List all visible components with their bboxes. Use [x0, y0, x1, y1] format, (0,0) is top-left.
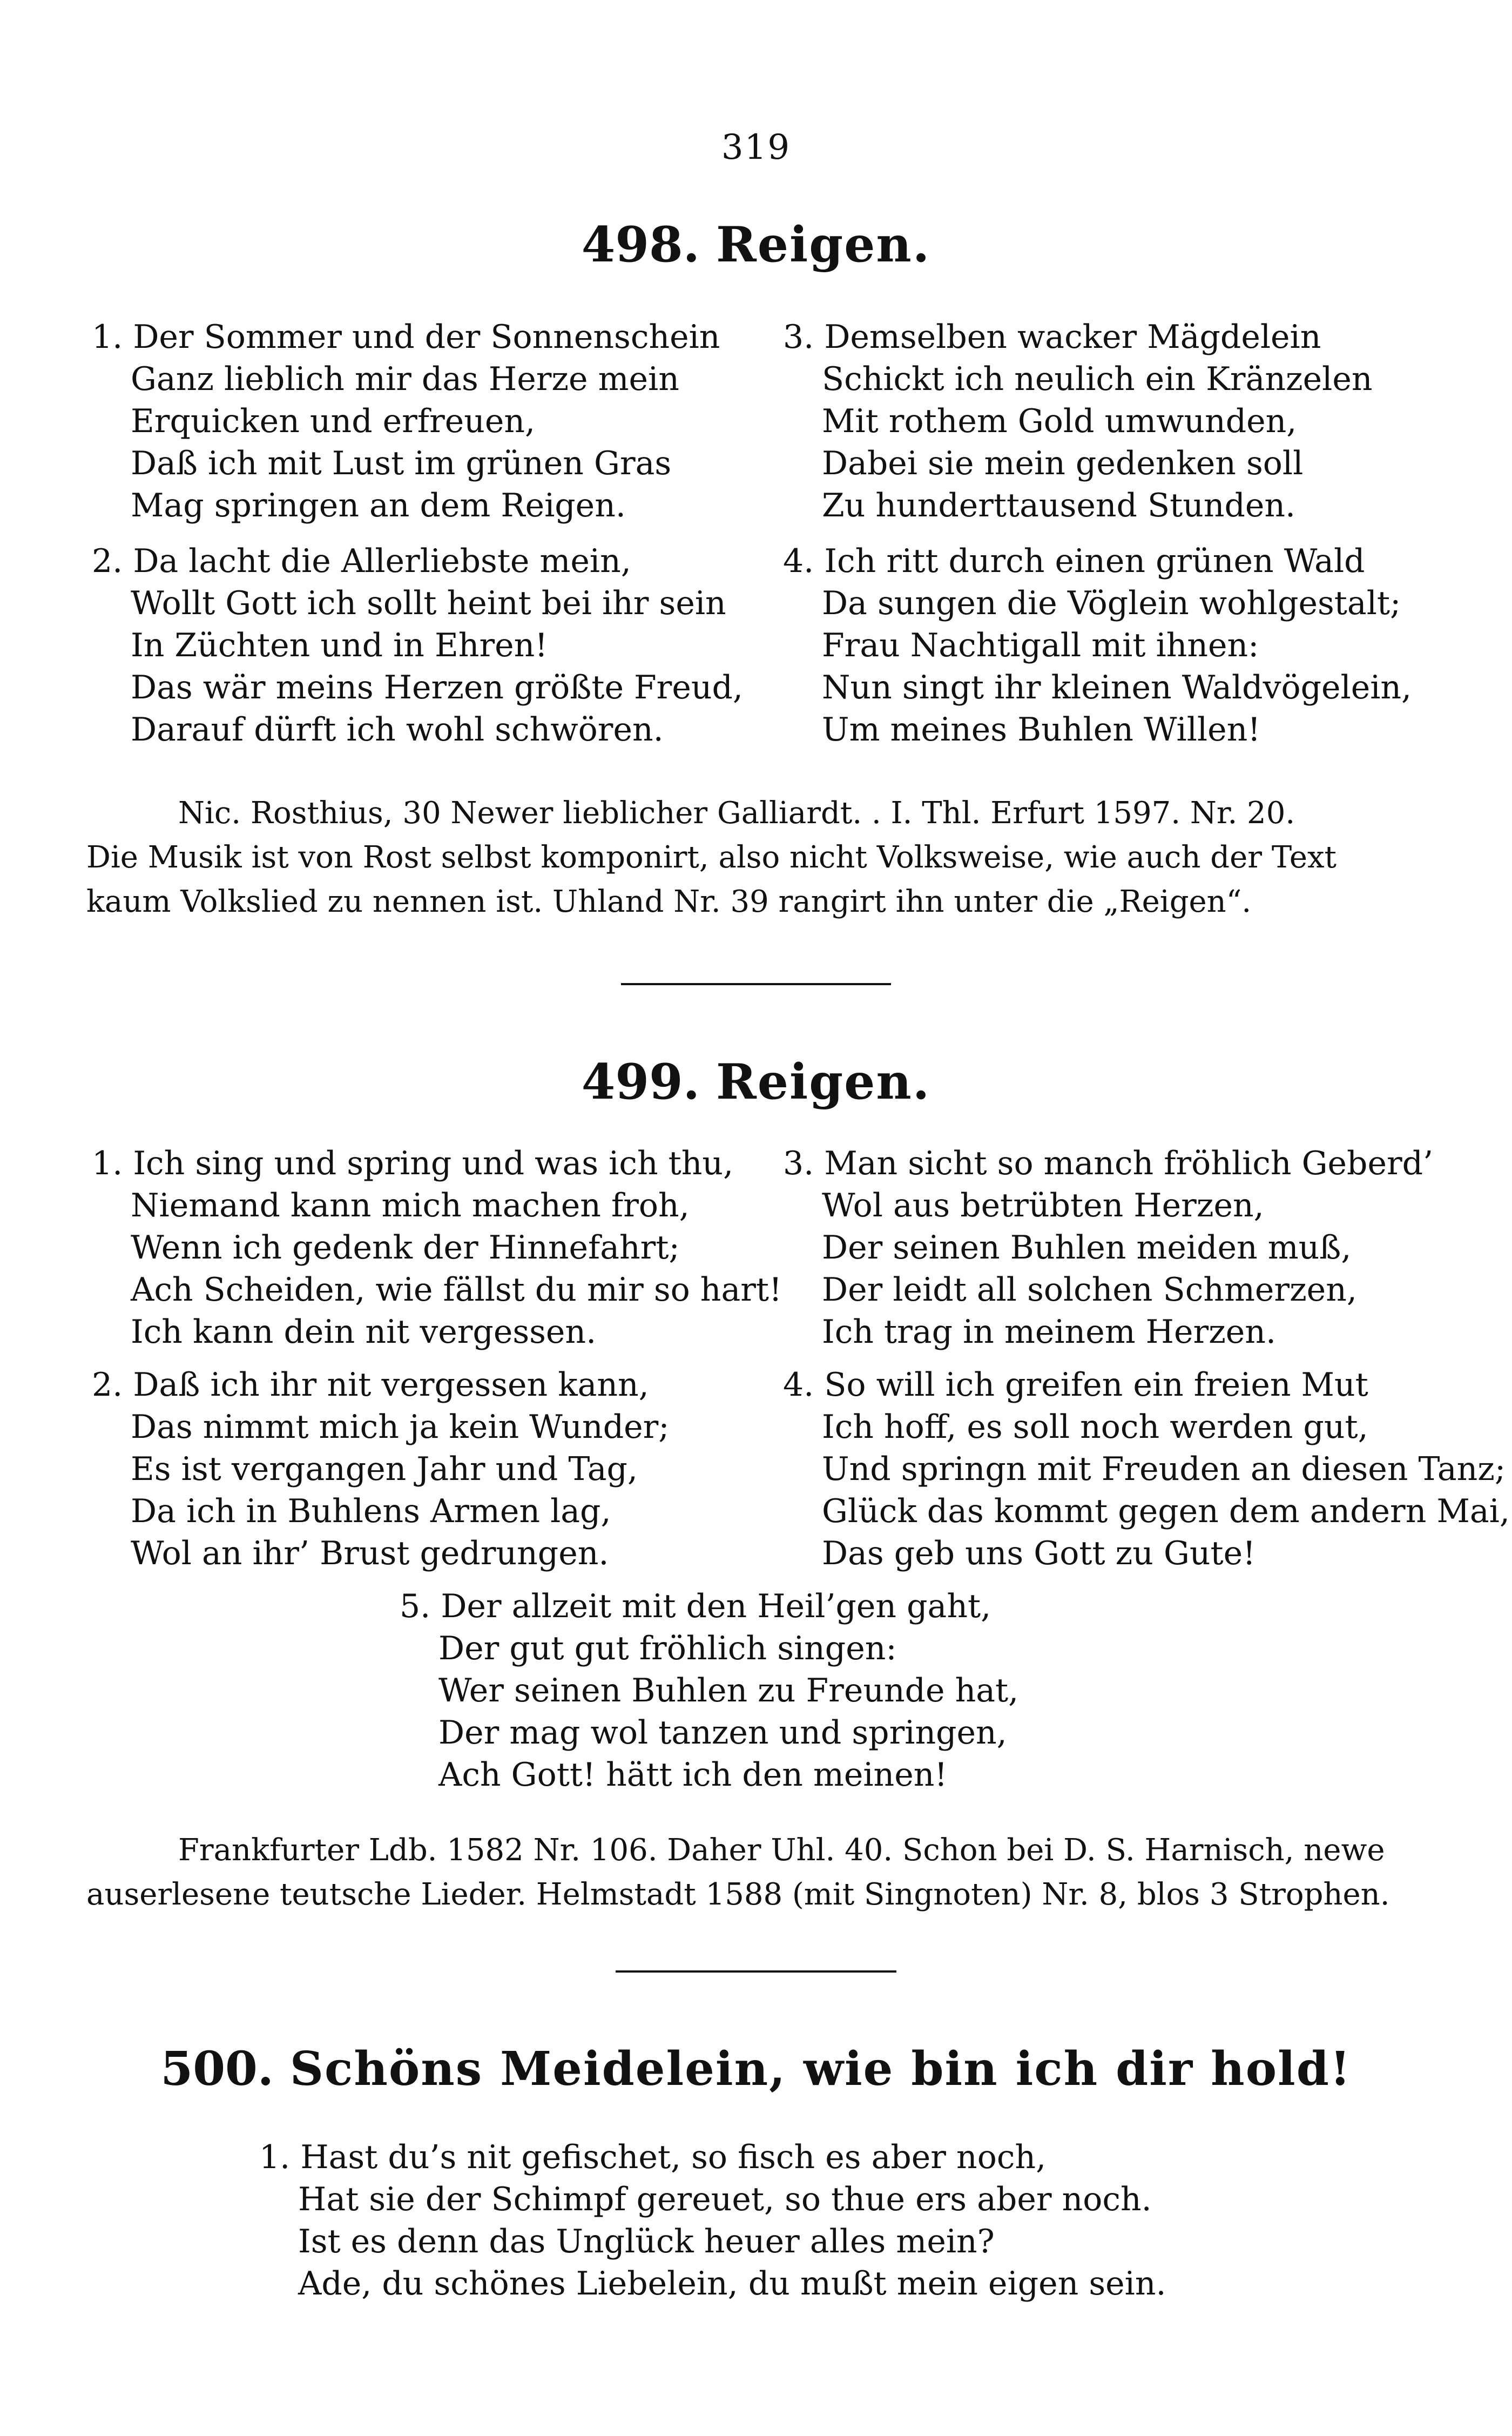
source-note-line: Die Musik ist von Rost selbst komponirt, also nicht Volksweise, wie auch der Text	[86, 840, 1337, 875]
verse-line: Der mag wol tanzen und springen,	[438, 1714, 1007, 1752]
verse-line: Wenn ich gedenk der Hinnefahrt;	[131, 1229, 680, 1267]
verse-line: Der seinen Buhlen meiden muß,	[822, 1229, 1352, 1267]
song-title: Reigen.	[716, 1053, 931, 1111]
verse-line: 3. Man sicht so manch fröhlich Geberd’	[783, 1145, 1434, 1182]
stanza	[92, 1364, 670, 1574]
verse-line: Schickt ich neulich ein Kränzelen	[822, 360, 1373, 398]
verse-line: Ach Gott! hätt ich den meinen!	[438, 1756, 948, 1794]
verse-line: Um meines Buhlen Willen!	[822, 711, 1261, 749]
verse-line: Ich hoff, es soll noch werden gut,	[822, 1408, 1368, 1446]
verse-line: 3. Demselben wacker Mägdelein	[783, 318, 1321, 356]
verse-line: Das wär meins Herzen größte Freud,	[131, 669, 743, 706]
verse-line: Ich kann dein nit vergessen.	[131, 1313, 597, 1351]
verse-line: Und springn mit Freuden an diesen Tanz;	[822, 1450, 1506, 1488]
source-note-line: Nic. Rosthius, 30 Newer lieblicher Galliardt. . I. Thl. Erfurt 1597. Nr. 20.	[178, 796, 1295, 831]
song-number: 499.	[581, 1053, 700, 1111]
verse-line: Das nimmt mich ja kein Wunder;	[131, 1408, 670, 1446]
verse-line: Glück das kommt gegen dem andern Mai,	[822, 1492, 1510, 1530]
stanza	[783, 1364, 1510, 1574]
verse-line: Da sungen die Vöglein wohlgestalt;	[822, 584, 1401, 622]
song-500-title	[0, 2042, 1512, 2096]
stanza	[783, 1142, 1433, 1353]
source-note-line: kaum Volkslied zu nennen ist. Uhland Nr. 39 rangirt ihn unter die „Reigen“.	[86, 884, 1252, 919]
verse-line: Ach Scheiden, wie fällst du mir so hart!	[131, 1271, 782, 1309]
verse-line: Frau Nachtigall mit ihnen:	[822, 627, 1259, 664]
source-note-line: auserlesene teutsche Lieder. Helmstadt 1588 (mit Singnoten) Nr. 8, blos 3 Strophen.	[86, 1877, 1390, 1912]
verse-line: Darauf dürft ich wohl schwören.	[131, 711, 664, 749]
source-note-line: Frankfurter Ldb. 1582 Nr. 106. Daher Uhl. 40. Schon bei D. S. Harnisch, newe	[178, 1833, 1385, 1868]
stanza	[92, 540, 743, 751]
verse-line: Wol aus betrübten Herzen,	[822, 1187, 1264, 1224]
verse-line: 1. Ich sing und spring und was ich thu,	[92, 1145, 734, 1182]
verse-line: 4. So will ich greifen ein freien Mut	[783, 1366, 1368, 1404]
verse-line: Ganz lieblich mir das Herze mein	[131, 360, 679, 398]
verse-line: Niemand kann mich machen froh,	[131, 1187, 690, 1224]
section-divider	[621, 983, 891, 985]
verse-line: Erquicken und erfreuen,	[131, 402, 536, 440]
verse-line: Es ist vergangen Jahr und Tag,	[131, 1450, 638, 1488]
song-title: Reigen.	[716, 216, 931, 273]
verse-line: Wer seinen Buhlen zu Freunde hat,	[438, 1672, 1019, 1710]
verse-line: 1. Hast du’s nit gefischet, so fisch es aber noch,	[259, 2138, 1047, 2176]
page-number: 319	[721, 127, 791, 167]
stanza	[783, 316, 1372, 527]
verse-line: 4. Ich ritt durch einen grünen Wald	[783, 542, 1365, 580]
verse-line: Dabei sie mein gedenken soll	[822, 445, 1304, 482]
stanza	[92, 1142, 782, 1353]
song-number: 498.	[581, 216, 700, 273]
section-divider	[616, 1970, 896, 1973]
verse-line: 5. Der allzeit mit den Heil’gen gaht,	[400, 1587, 991, 1625]
verse-line: Das geb uns Gott zu Gute!	[822, 1535, 1256, 1572]
verse-line: Hat sie der Schimpf gereuet, so thue ers aber noch.	[298, 2181, 1152, 2218]
verse-line: Mit rothem Gold umwunden,	[822, 402, 1297, 440]
verse-line: Zu hunderttausend Stunden.	[822, 487, 1296, 524]
verse-line: 2. Daß ich ihr nit vergessen kann,	[92, 1366, 649, 1404]
verse-line: Da ich in Buhlens Armen lag,	[131, 1492, 611, 1530]
song-title: Schöns Meidelein, wie bin ich dir hold!	[289, 2042, 1352, 2096]
verse-line: Ist es denn das Unglück heuer alles mein?	[298, 2223, 995, 2260]
stanza	[92, 316, 720, 527]
verse-line: Mag springen an dem Reigen.	[131, 487, 626, 524]
verse-line: Ade, du schönes Liebelein, du mußt mein eigen sein.	[298, 2265, 1166, 2303]
verse-line: Daß ich mit Lust im grünen Gras	[131, 445, 672, 482]
song-499-title	[0, 1053, 1512, 1111]
verse-line: Ich trag in meinem Herzen.	[822, 1313, 1277, 1351]
stanza	[783, 540, 1412, 751]
verse-line: Der leidt all solchen Schmerzen,	[822, 1271, 1357, 1309]
verse-line: Der gut gut fröhlich singen:	[438, 1630, 897, 1667]
verse-line: In Züchten und in Ehren!	[131, 627, 548, 664]
verse-line: Nun singt ihr kleinen Waldvögelein,	[822, 669, 1412, 706]
song-498-title	[0, 216, 1512, 273]
verse-line: Wol an ihr’ Brust gedrungen.	[131, 1535, 609, 1572]
verse-line: 2. Da lacht die Allerliebste mein,	[92, 542, 631, 580]
verse-line: 1. Der Sommer und der Sonnenschein	[92, 318, 720, 356]
song-number: 500.	[160, 2042, 274, 2096]
verse-line: Wollt Gott ich sollt heint bei ihr sein	[131, 584, 726, 622]
stanza	[259, 2136, 1166, 2305]
stanza	[400, 1585, 1018, 1796]
